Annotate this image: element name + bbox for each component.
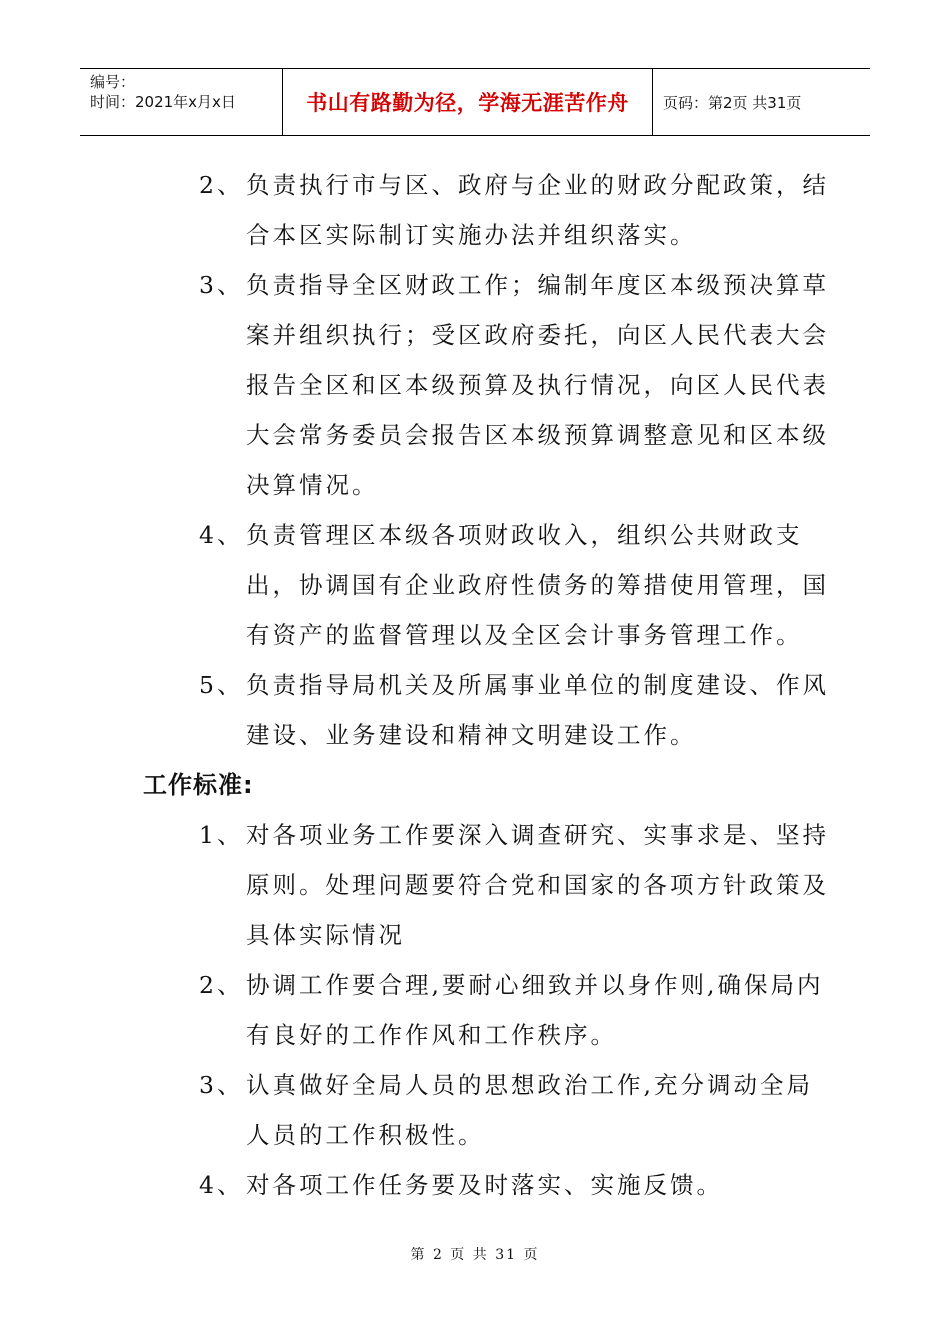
- item-text: 协调工作要合理,要耐心细致并以身作则,确保局内有良好的工作作风和工作秩序。: [246, 971, 824, 1049]
- item-text: 对各项业务工作要深入调查研究、实事求是、坚持原则。处理问题要符合党和国家的各项方针政策及具体实际情况: [246, 821, 829, 949]
- item-text: 对各项工作任务要及时落实、实施反馈。: [246, 1171, 723, 1199]
- header-left-cell: [80, 69, 283, 135]
- list-item: [199, 960, 839, 1060]
- page-header: [80, 68, 870, 136]
- document-body: [0, 160, 950, 1210]
- item-text: 认真做好全局人员的思想政治工作,充分调动全局人员的工作积极性。: [246, 1071, 813, 1149]
- header-page-cell: [653, 69, 870, 135]
- page-number-label: 页码：第2页 共31页: [663, 93, 802, 112]
- item-text: 负责指导全区财政工作；编制年度区本级预决算草案并组织执行；受区政府委托，向区人民代表大会报告全区和区本级预算及执行情况，向区人民代表大会常务委员会报告区本级预算调整意见和区本级决算情况。: [246, 271, 829, 499]
- item-number: 4、: [199, 521, 244, 549]
- item-number: 3、: [199, 271, 244, 299]
- list-item: [199, 510, 839, 660]
- list-item: [199, 260, 839, 510]
- item-number: 5、: [199, 671, 244, 699]
- list-item: [199, 160, 839, 260]
- list-item: [199, 810, 839, 960]
- number-label: 编号：: [90, 73, 136, 91]
- section-title: 工作标准:: [143, 771, 254, 799]
- list-item: [199, 1160, 839, 1210]
- page-footer: 第 2 页 共 31 页: [410, 1247, 540, 1263]
- list-item: [199, 660, 839, 760]
- item-text: 负责执行市与区、政府与企业的财政分配政策，结合本区实际制订实施办法并组织落实。: [246, 171, 829, 249]
- list-item: [199, 1060, 839, 1160]
- item-text: 负责管理区本级各项财政收入，组织公共财政支出，协调国有企业政府性债务的筹措使用管理，国有资产的监督管理以及全区会计事务管理工作。: [246, 521, 829, 649]
- item-number: 2、: [199, 971, 244, 999]
- item-number: 3、: [199, 1071, 244, 1099]
- item-number: 4、: [199, 1171, 244, 1199]
- time-label: 时间：2021年x月x日: [90, 93, 236, 111]
- item-text: 负责指导局机关及所属事业单位的制度建设、作风建设、业务建设和精神文明建设工作。: [246, 671, 829, 749]
- motto-text: 书山有路勤为径，学海无涯苦作舟: [306, 91, 629, 115]
- item-number: 1、: [199, 821, 244, 849]
- header-motto-cell: [283, 69, 653, 135]
- item-number: 2、: [199, 171, 244, 199]
